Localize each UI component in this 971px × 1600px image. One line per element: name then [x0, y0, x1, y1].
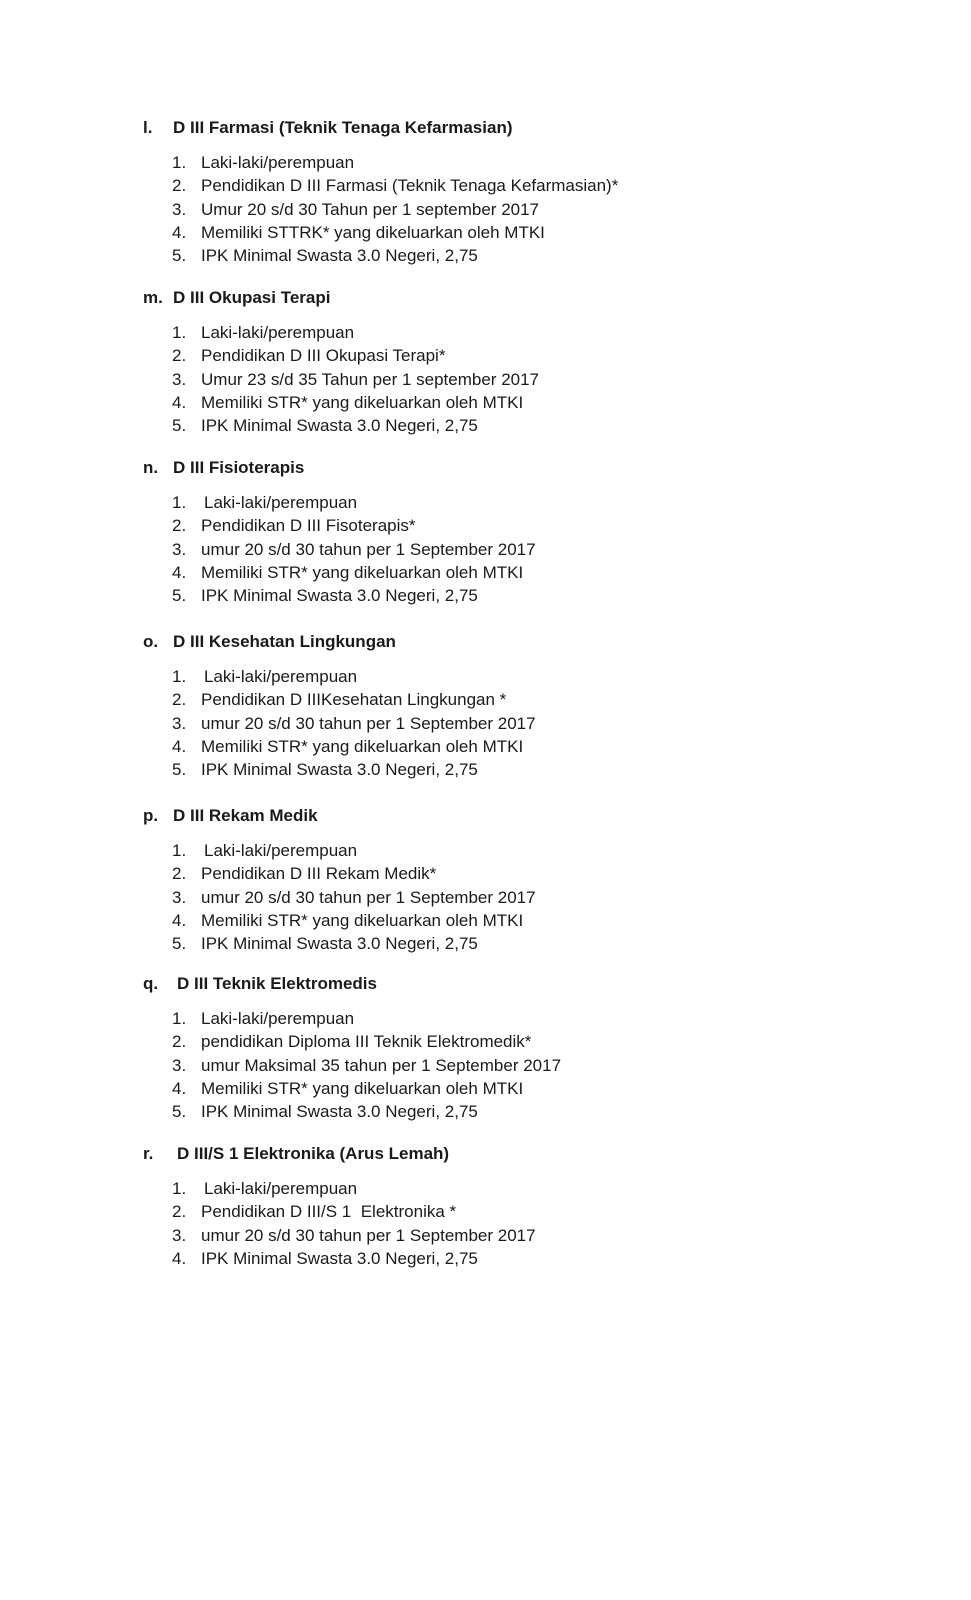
requirement-list: [0, 839, 971, 955]
item-text: umur 20 s/d 30 tahun per 1 September 2017: [201, 539, 536, 559]
item-text: umur 20 s/d 30 tahun per 1 September 2017: [201, 1225, 536, 1245]
section-heading: [0, 285, 971, 311]
item-number: 2.: [172, 864, 187, 884]
list-item: [0, 665, 971, 688]
section-heading: [0, 115, 971, 141]
list-item: [0, 198, 971, 221]
list-item: [0, 1077, 971, 1100]
section-r: [0, 1141, 971, 1270]
section-heading: [0, 455, 971, 481]
item-text: pendidikan Diploma III Teknik Elektromedik*: [201, 1032, 532, 1052]
item-text: Laki-laki/perempuan: [201, 1009, 355, 1028]
item-number: 1.: [172, 153, 187, 172]
list-item: [0, 862, 971, 885]
item-text: Laki-laki/perempuan: [204, 1179, 358, 1198]
list-item: [0, 886, 971, 909]
item-number: 1.: [172, 493, 187, 512]
item-number: 3.: [172, 1225, 187, 1245]
item-text: Umur 23 s/d 35 Tahun per 1 september 2017: [201, 369, 540, 389]
requirement-list: [0, 1007, 971, 1123]
item-text: IPK Minimal Swasta 3.0 Negeri, 2,75: [201, 416, 478, 436]
section-letter: r.: [143, 1144, 154, 1163]
list-item: [0, 1177, 971, 1200]
item-number: 5.: [172, 934, 187, 954]
requirement-list: [0, 491, 971, 607]
requirement-list: [0, 665, 971, 781]
section-letter: p.: [143, 806, 159, 825]
item-text: IPK Minimal Swasta 3.0 Negeri, 2,75: [201, 760, 478, 780]
item-number: 3.: [172, 713, 187, 733]
list-item: [0, 1200, 971, 1223]
section-title: D III Farmasi (Teknik Tenaga Kefarmasian): [173, 118, 513, 137]
section-p: [0, 803, 971, 955]
item-number: 3.: [172, 199, 187, 219]
list-item: [0, 712, 971, 735]
list-item: [0, 414, 971, 437]
section-l: [0, 115, 971, 267]
requirement-list: [0, 1177, 971, 1270]
item-text: IPK Minimal Swasta 3.0 Negeri, 2,75: [201, 934, 478, 954]
section-title: D III Kesehatan Lingkungan: [173, 632, 396, 651]
item-text: IPK Minimal Swasta 3.0 Negeri, 2,75: [201, 586, 478, 606]
section-q: [0, 971, 971, 1123]
list-item: [0, 839, 971, 862]
list-item: [0, 561, 971, 584]
item-text: Memiliki STR* yang dikeluarkan oleh MTKI: [201, 910, 524, 930]
list-item: [0, 688, 971, 711]
item-text: Memiliki STTRK* yang dikeluarkan oleh MTKI: [201, 222, 545, 242]
item-number: 4.: [172, 910, 187, 930]
section-letter: l.: [143, 118, 153, 137]
list-item: [0, 1054, 971, 1077]
item-text: Memiliki STR* yang dikeluarkan oleh MTKI: [201, 392, 524, 412]
item-number: 5.: [172, 416, 187, 436]
section-title: D III Okupasi Terapi: [173, 288, 331, 307]
list-item: [0, 735, 971, 758]
requirement-list: [0, 321, 971, 437]
section-n: [0, 455, 971, 607]
list-item: [0, 1100, 971, 1123]
section-letter: o.: [143, 632, 159, 651]
section-letter: n.: [143, 458, 159, 477]
item-number: 3.: [172, 1055, 187, 1075]
list-item: [0, 344, 971, 367]
item-number: 4.: [172, 1248, 187, 1268]
item-number: 2.: [172, 176, 187, 196]
list-item: [0, 1007, 971, 1030]
list-item: [0, 932, 971, 955]
item-text: Memiliki STR* yang dikeluarkan oleh MTKI: [201, 1078, 524, 1098]
item-number: 3.: [172, 539, 187, 559]
item-text: Laki-laki/perempuan: [201, 323, 355, 342]
item-number: 5.: [172, 1102, 187, 1122]
section-heading: [0, 629, 971, 655]
list-item: [0, 1247, 971, 1270]
item-number: 5.: [172, 586, 187, 606]
item-text: IPK Minimal Swasta 3.0 Negeri, 2,75: [201, 1248, 478, 1268]
item-number: 1.: [172, 323, 187, 342]
item-text: Memiliki STR* yang dikeluarkan oleh MTKI: [201, 562, 524, 582]
item-number: 1.: [172, 667, 187, 686]
section-title: D III Rekam Medik: [173, 806, 318, 825]
section-title: D III Teknik Elektromedis: [177, 974, 377, 993]
item-text: umur 20 s/d 30 tahun per 1 September 2017: [201, 713, 536, 733]
item-number: 2.: [172, 1032, 187, 1052]
item-number: 4.: [172, 562, 187, 582]
item-text: Pendidikan D III Okupasi Terapi*: [201, 346, 446, 366]
item-number: 2.: [172, 346, 187, 366]
item-text: Laki-laki/perempuan: [204, 493, 358, 512]
list-item: [0, 758, 971, 781]
item-number: 2.: [172, 1202, 187, 1222]
section-heading: [0, 971, 971, 997]
item-number: 2.: [172, 516, 187, 536]
item-text: umur Maksimal 35 tahun per 1 September 2017: [201, 1055, 562, 1075]
item-text: Laki-laki/perempuan: [204, 667, 358, 686]
item-text: Pendidikan D III/S 1 Elektronika *: [201, 1202, 457, 1222]
item-number: 4.: [172, 392, 187, 412]
item-number: 5.: [172, 246, 187, 266]
section-o: [0, 629, 971, 781]
list-item: [0, 368, 971, 391]
item-text: Memiliki STR* yang dikeluarkan oleh MTKI: [201, 736, 524, 756]
item-number: 3.: [172, 887, 187, 907]
item-number: 1.: [172, 1009, 187, 1028]
section-heading: [0, 803, 971, 829]
item-text: Pendidikan D III Farmasi (Teknik Tenaga Kefarmasian)*: [201, 176, 619, 196]
section-heading: [0, 1141, 971, 1167]
list-item: [0, 244, 971, 267]
item-number: 4.: [172, 1078, 187, 1098]
list-item: [0, 584, 971, 607]
item-number: 4.: [172, 736, 187, 756]
item-text: Pendidikan D IIIKesehatan Lingkungan *: [201, 690, 507, 710]
section-m: [0, 285, 971, 437]
item-text: IPK Minimal Swasta 3.0 Negeri, 2,75: [201, 1102, 478, 1122]
list-item: [0, 491, 971, 514]
item-number: 4.: [172, 222, 187, 242]
list-item: [0, 1030, 971, 1053]
list-item: [0, 514, 971, 537]
list-item: [0, 391, 971, 414]
list-item: [0, 909, 971, 932]
item-text: Laki-laki/perempuan: [201, 153, 355, 172]
item-text: umur 20 s/d 30 tahun per 1 September 2017: [201, 887, 536, 907]
item-text: Laki-laki/perempuan: [204, 841, 358, 860]
item-number: 1.: [172, 841, 187, 860]
list-item: [0, 174, 971, 197]
item-number: 3.: [172, 369, 187, 389]
section-letter: m.: [143, 288, 163, 307]
list-item: [0, 221, 971, 244]
requirement-list: [0, 151, 971, 267]
item-text: Umur 20 s/d 30 Tahun per 1 september 2017: [201, 199, 540, 219]
list-item: [0, 1224, 971, 1247]
list-item: [0, 321, 971, 344]
item-number: 5.: [172, 760, 187, 780]
list-item: [0, 151, 971, 174]
section-title: D III/S 1 Elektronika (Arus Lemah): [177, 1144, 450, 1163]
section-letter: q.: [143, 974, 159, 993]
section-title: D III Fisioterapis: [173, 458, 305, 477]
item-number: 2.: [172, 690, 187, 710]
item-text: IPK Minimal Swasta 3.0 Negeri, 2,75: [201, 246, 478, 266]
list-item: [0, 538, 971, 561]
item-text: Pendidikan D III Fisoterapis*: [201, 516, 416, 536]
item-number: 1.: [172, 1179, 187, 1198]
item-text: Pendidikan D III Rekam Medik*: [201, 864, 437, 884]
